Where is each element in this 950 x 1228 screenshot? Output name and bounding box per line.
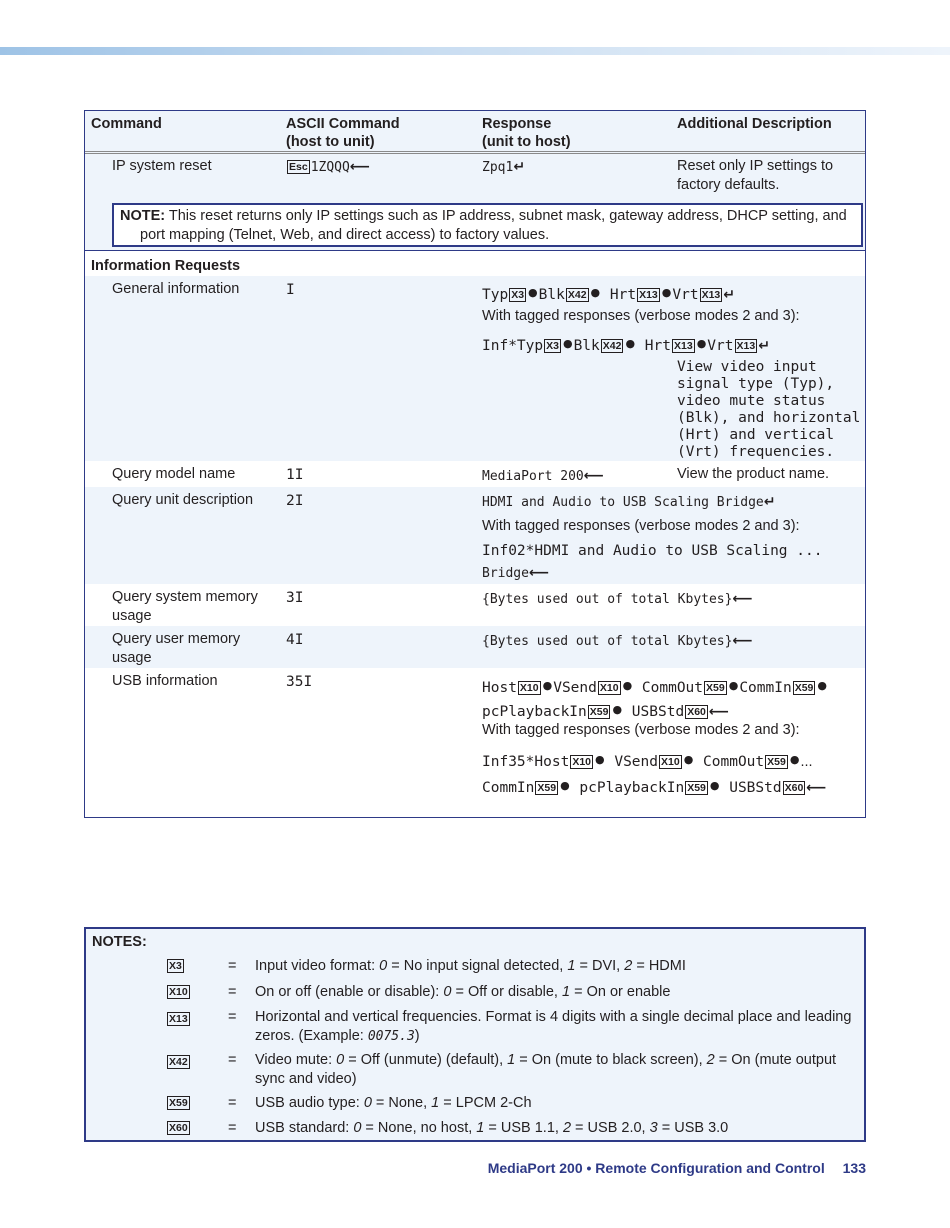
unitdesc-tagged-label: With tagged responses (verbose modes 2 and 3):	[482, 518, 800, 534]
return-arrow-icon: ↵	[513, 159, 526, 175]
footer-title: MediaPort 200 • Remote Configuration and Control	[487, 1160, 825, 1176]
x59-symbol: X59	[169, 1097, 188, 1109]
usb-tagged-line2: CommIn X59 ● pcPlaybackIn X59 ● USBStd X60 ⟵	[482, 779, 827, 796]
x59-symbol: X59	[589, 706, 609, 718]
x42-symbol: X42	[169, 1056, 188, 1068]
usb-response	[482, 675, 828, 723]
x59-symbol: X59	[537, 782, 557, 794]
sysmem-response-text: {Bytes used out of total Kbytes}	[482, 592, 733, 607]
x13-symbol: X13	[736, 340, 756, 352]
sysmem-response	[482, 590, 753, 609]
model-response-text: MediaPort 200	[482, 469, 584, 484]
note-x60-text: USB standard: 0 = None, no host, 1 = USB 1.1, 2 = USB 2.0, 3 = USB 3.0	[255, 1120, 729, 1136]
ip-reset-ascii	[286, 158, 370, 177]
return-arrow-icon: ↵	[723, 287, 736, 303]
general-tagged-response: Inf*Typ X3 ●Blk X42 ● Hrt X13 ●Vrt X13 ↵	[482, 337, 770, 354]
header-command: Command	[91, 116, 162, 132]
x10-symbol: X10	[519, 682, 539, 694]
usermem-response-text: {Bytes used out of total Kbytes}	[482, 634, 733, 649]
x3-symbol: X3	[169, 960, 182, 972]
unitdesc-tagged-line2-text: Bridge	[482, 566, 529, 581]
esc-key-symbol: Esc	[289, 161, 308, 173]
unitdesc-tagged-line2	[482, 564, 549, 583]
header-response-line1: Response	[482, 116, 552, 132]
x10-symbol: X10	[599, 682, 619, 694]
model-response	[482, 467, 604, 486]
ip-reset-response-text: Zpq1	[482, 160, 514, 175]
unitdesc-response-text: HDMI and Audio to USB Scaling Bridge	[482, 495, 764, 510]
return-arrow-icon: ⟵	[732, 633, 753, 649]
ip-reset-description: Reset only IP settings to factory defaults.	[677, 158, 834, 193]
ip-reset-response	[482, 158, 525, 177]
return-arrow-icon: ⟵	[732, 591, 753, 607]
x59-symbol: X59	[794, 682, 814, 694]
ip-reset-command: IP system reset	[112, 158, 212, 174]
page-footer	[488, 1160, 866, 1176]
x13-symbol: X13	[701, 289, 721, 301]
equals-sign: =	[228, 984, 237, 1000]
header-ascii	[286, 115, 400, 151]
table-row-unit-description	[85, 487, 865, 584]
general-ascii: I	[286, 282, 295, 298]
general-response: Typ X3 ●Blk X42 ● Hrt X13 ●Vrt X13 ↵	[482, 286, 736, 303]
notes-title: NOTES:	[92, 934, 147, 950]
section-title: Information Requests	[91, 258, 241, 274]
x13-symbol: X13	[169, 1013, 188, 1025]
note-x59-text: USB audio type: 0 = None, 1 = LPCM 2-Ch	[255, 1095, 532, 1111]
x60-symbol: X60	[169, 1122, 188, 1134]
x59-symbol: X59	[767, 756, 786, 768]
general-description: View video input signal type (Typ), video mute status (Blk), and horizontal (Hrt) and vertical (Vrt) frequencies.	[677, 359, 861, 460]
section-title-row	[85, 252, 865, 276]
note-x10-text: On or off (enable or disable): 0 = Off or disable, 1 = On or enable	[255, 984, 671, 1000]
ip-reset-ascii-text: 1ZQQQ	[310, 160, 350, 175]
header-description: Additional Description	[677, 116, 832, 132]
general-tagged-label: With tagged responses (verbose modes 2 and 3):	[482, 308, 800, 324]
table-row-ip-reset	[85, 154, 865, 251]
model-command: Query model name	[112, 466, 236, 482]
x13-symbol: X13	[639, 289, 658, 301]
general-command: General information	[112, 281, 240, 297]
x10-symbol: X10	[661, 756, 680, 768]
usermem-command: Query user memory usage	[112, 631, 241, 666]
usermem-response	[482, 632, 753, 651]
model-ascii: 1I	[286, 467, 304, 483]
header-response-line2: (unit to host)	[482, 134, 571, 150]
usb-tagged-line1: Inf35*Host X10 ● VSend X10 ● CommOut X59 ●...	[482, 753, 813, 770]
x10-symbol: X10	[169, 986, 188, 998]
table-row-usb-info	[85, 668, 865, 816]
return-arrow-icon: ⟵	[806, 780, 827, 796]
note-x42-text: Video mute: 0 = Off (unmute) (default), 1 = On (mute to black screen), 2 = On (mute output sync and video)	[255, 1052, 837, 1087]
equals-sign: =	[228, 1009, 237, 1025]
header-response	[482, 115, 571, 151]
equals-sign: =	[228, 1120, 237, 1136]
table-row-system-memory	[85, 584, 865, 626]
return-arrow-icon: ⟵	[708, 704, 729, 720]
usb-response-line2: pcPlaybackIn X59 ● USBStd X60 ⟵	[482, 703, 729, 720]
x13-symbol: X13	[674, 340, 693, 352]
x10-symbol: X10	[572, 756, 591, 768]
return-arrow-icon: ⟵	[583, 468, 604, 484]
table-header-row	[85, 111, 865, 154]
usb-tagged-label: With tagged responses (verbose modes 2 and 3):	[482, 722, 800, 738]
usb-ascii: 35I	[286, 674, 313, 690]
return-arrow-icon: ↵	[763, 494, 776, 510]
x59-symbol: X59	[687, 782, 706, 794]
sysmem-command: Query system memory usage	[112, 589, 258, 624]
x60-symbol: X60	[784, 782, 804, 794]
note-text: This reset returns only IP settings such as IP address, subnet mask, gateway address, DHCP setting, and port mapping (Telnet, Web, and direct access) to factory values.	[140, 208, 847, 243]
table-row-general-info	[85, 276, 865, 461]
x3-symbol: X3	[546, 340, 559, 352]
return-arrow-icon: ⟵	[349, 159, 370, 175]
table-row-user-memory	[85, 626, 865, 668]
unitdesc-tagged-line1: Inf02*HDMI and Audio to USB Scaling ...	[482, 543, 823, 559]
note-label: NOTE:	[120, 208, 166, 224]
notes-box	[84, 927, 866, 1142]
usb-response-line1: Host X10 ●VSend X10 ● CommOut X59 ●CommIn X59 ●	[482, 679, 827, 696]
equals-sign: =	[228, 958, 237, 974]
header-ascii-line1: ASCII Command	[286, 116, 400, 132]
unitdesc-command: Query unit description	[112, 492, 254, 508]
usermem-ascii: 4I	[286, 632, 304, 648]
x60-symbol: X60	[687, 706, 706, 718]
x3-symbol: X3	[511, 289, 525, 301]
usb-command: USB information	[112, 673, 218, 689]
page-number: 133	[842, 1160, 866, 1176]
usb-tagged-response	[482, 748, 826, 800]
unitdesc-ascii: 2I	[286, 493, 304, 509]
note-box	[112, 203, 863, 247]
equals-sign: =	[228, 1052, 237, 1068]
x59-symbol: X59	[706, 682, 725, 694]
x42-symbol: X42	[602, 340, 622, 352]
model-description: View the product name.	[677, 466, 830, 482]
unitdesc-response	[482, 493, 776, 512]
note-x3-text: Input video format: 0 = No input signal detected, 1 = DVI, 2 = HDMI	[255, 958, 686, 974]
sysmem-ascii: 3I	[286, 590, 304, 606]
equals-sign: =	[228, 1095, 237, 1111]
top-gradient-bar	[0, 47, 950, 55]
table-row-model-name	[85, 461, 865, 487]
return-arrow-icon: ⟵	[528, 565, 550, 581]
x42-symbol: X42	[567, 289, 587, 301]
command-table	[84, 110, 866, 818]
return-arrow-icon: ↵	[758, 338, 770, 354]
header-ascii-line2: (host to unit)	[286, 134, 375, 150]
note-x13-text: Horizontal and vertical frequencies. Format is 4 digits with a single decimal place and leading zeros. (Example: 0075.3)	[255, 1009, 852, 1044]
